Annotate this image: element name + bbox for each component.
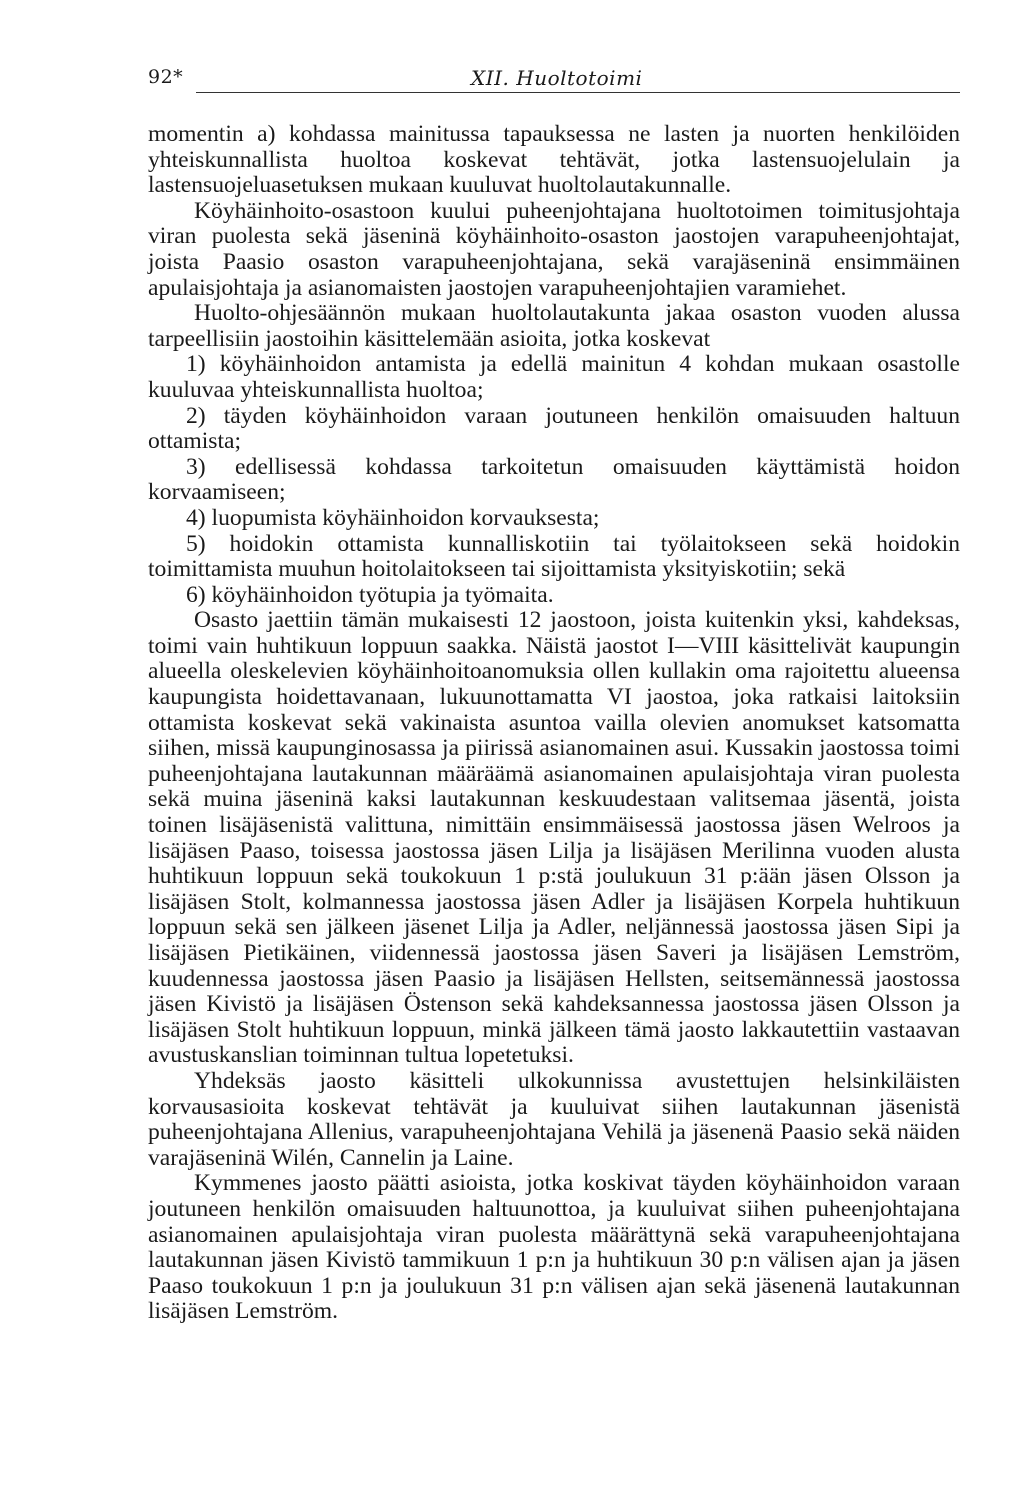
paragraph: Huolto-ohjesäännön mukaan huoltolautakunta jakaa osaston vuoden alussa tarpeellisiin jaostoihin käsittelemään asioita, jotka koskevat: [148, 300, 960, 352]
list-item: 1) köyhäinhoidon antamista ja edellä mainitun 4 kohdan mukaan osastolle kuuluvaa yhteiskunnallista huoltoa;: [148, 351, 960, 403]
page-number: 92*: [148, 66, 184, 88]
paragraph: Osasto jaettiin tämän mukaisesti 12 jaostoon, joista kuitenkin yksi, kahdeksas, toimi vain huhtikuun loppuun saakka. Näistä jaostot I—VIII käsittelivät kaupungin alueella oleskelevien köyhäinhoitoanomuksia ollen kullakin oma rajoitettu alueensa kaupungista hoidettavanaan, lukuunottamatta VI jaostoa, joka ratkaisi laitoksiin ottamista koskevat sekä vakinaista asuntoa vailla olevien anomukset katsomatta siihen, missä kaupunginosassa ja piirissä asianomainen asui. Kussakin jaostossa toimi puheenjohtajana lautakunnan määräämä asianomainen apulaisjohtaja viran puolesta sekä muina jäseninä kaksi lautakunnan keskuudestaan valitsemaa jäsentä, joista toinen lisäjäsenistä valittuna, nimittäin ensimmäisessä jaostossa jäsen Welroos ja lisäjäsen Paaso, toisessa jaostossa jäsen Lilja ja lisäjäsen Merilinna vuoden alusta huhtikuun loppuun sekä toukokuun 1 p:stä joulukuun 31 p:ään jäsen Olsson ja lisäjäsen Stolt, kolmannessa jaostossa jäsen Adler ja lisäjäsen Korpela huhtikuun loppuun sekä sen jälkeen jäsenet Lilja ja Adler, neljännessä jaostossa jäsen Sipi ja lisäjäsen Pietikäinen, viidennessä jaostossa jäsen Saveri ja lisäjäsen Lemström, kuudennessa jaostossa jäsen Paasio ja lisäjäsen Hellsten, seitsemännessä jaostossa jäsen Kivistö ja lisäjäsen Östenson sekä kahdeksannessa jaostossa jäsen Olsson ja lisäjäsen Stolt huhtikuun loppuun, minkä jälkeen tämä jaosto lakkautettiin vastaavan avustuskanslian toiminnan tultua lopetetuksi.: [148, 607, 960, 1069]
header-rule: [196, 92, 960, 93]
list-item: 2) täyden köyhäinhoidon varaan joutuneen henkilön omaisuuden haltuun ottamista;: [148, 402, 960, 455]
paragraph: Köyhäinhoito-osastoon kuului puheenjohtajana huoltotoimen toimitusjohtaja viran puolesta sekä jäseninä köyhäinhoito-osaston jaostojen varapuheenjohtajat, joista Paasio osaston varapuheenjohtajana, sekä varajäseninä ensimmäinen apulaisjohtaja ja asianomaisten jaostojen varapuheenjohtajien varamiehet.: [148, 197, 960, 301]
paragraph-continuation: momentin a) kohdassa mainitussa tapauksessa ne lasten ja nuorten henkilöiden yhteiskunnallista huoltoa koskevat tehtävät, jotka lastensuojelulain ja lastensuojeluasetuksen mukaan kuuluvat huoltolautakunnalle.: [148, 121, 960, 199]
list-item: 4) luopumista köyhäinhoidon korvauksesta;: [186, 504, 600, 531]
page-header: [148, 64, 960, 104]
running-head: XII. Huoltotoimi: [471, 66, 643, 90]
list-item: 3) edellisessä kohdassa tarkoitetun omaisuuden käyttämistä hoidon korvaamiseen;: [148, 453, 960, 506]
paragraph: Yhdeksäs jaosto käsitteli ulkokunnissa avustettujen helsinkiläisten korvausasioita koskevat tehtävät ja kuuluivat siihen lautakunnan jäsenistä puheenjohtajana Allenius, varapuheenjohtajana Vehilä ja jäsenenä Paasio sekä näiden varajäseninä Wilén, Cannelin ja Laine.: [148, 1067, 960, 1171]
paragraph: Kymmenes jaosto päätti asioista, jotka koskivat täyden köyhäinhoidon varaan joutuneen henkilön omaisuuden haltuunottoa, ja kuuluivat siihen puheenjohtajana asianomainen apulaisjohtaja viran puolesta määrättynä sekä varapuheenjohtajana lautakunnan jäsen Kivistö tammikuun 1 p:n ja huhtikuun 30 p:n välisen ajan ja jäsen Paaso toukokuun 1 p:n ja joulukuun 31 p:n välisen ajan sekä jäsenenä lautakunnan lisäjäsen Lemström.: [148, 1170, 960, 1325]
list-item: 5) hoidokin ottamista kunnalliskotiin tai työlaitokseen sekä hoidokin toimittamista muuhun hoitolaitokseen tai sijoittamista yksityiskotiin; sekä: [148, 530, 960, 583]
list-item: 6) köyhäinhoidon työtupia ja työmaita.: [186, 581, 554, 608]
body-text: [148, 122, 960, 1325]
